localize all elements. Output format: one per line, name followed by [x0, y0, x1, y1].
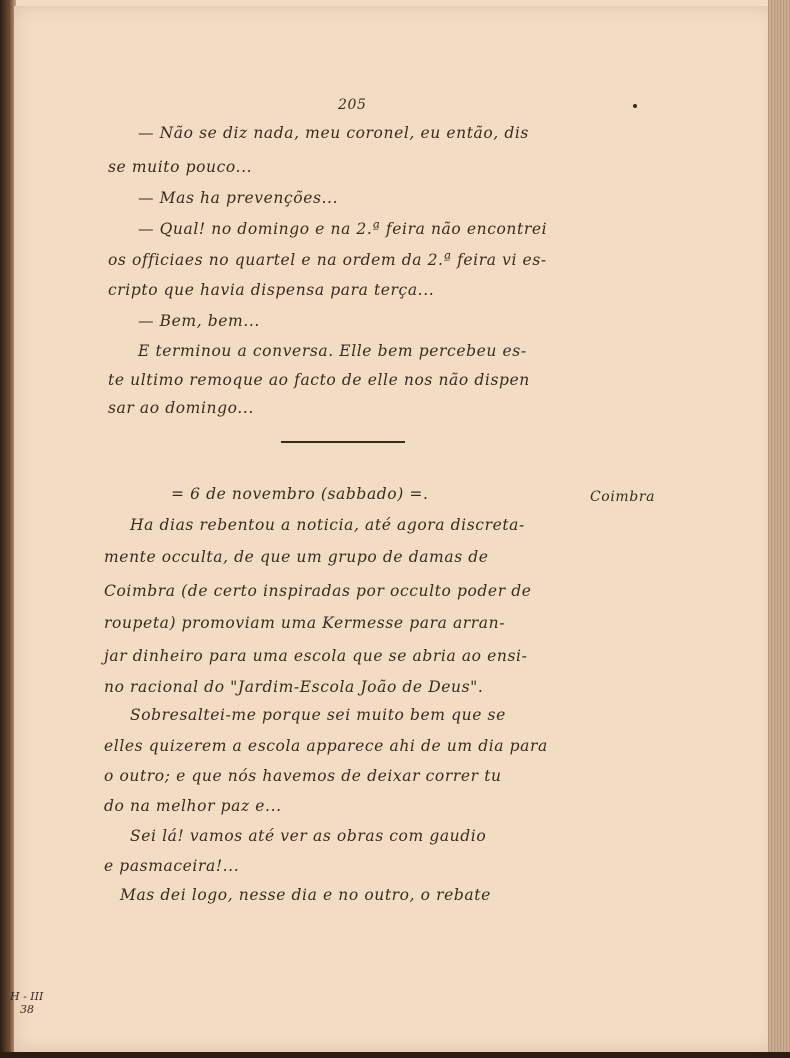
text-line: Mas dei logo, nesse dia e no outro, o rebate — [120, 886, 491, 904]
text-line: — Mas ha prevenções... — [138, 189, 339, 207]
text-line: do na melhor paz e... — [104, 797, 282, 815]
text-line: roupeta) promoviam uma Kermesse para arran- — [104, 614, 506, 632]
text-line: mente occulta, de que um grupo de damas de — [104, 548, 489, 566]
text-line: — Qual! no domingo e na 2.ª feira não encontrei — [138, 220, 548, 238]
text-line: no racional do "Jardim-Escola João de Deus". — [104, 678, 484, 696]
text-line: os officiaes no quartel e na ordem da 2.ª feira vi es- — [108, 251, 547, 269]
text-line: Coimbra (de certo inspiradas por occulto poder de — [104, 582, 532, 600]
section-divider — [281, 441, 405, 443]
text-line: Ha dias rebentou a noticia, até agora discreta- — [130, 516, 525, 534]
text-line: — Bem, bem... — [138, 312, 260, 330]
text-line: Sobresaltei-me porque sei muito bem que se — [130, 706, 506, 724]
bottom-edge — [0, 1052, 790, 1058]
text-line: e pasmaceira!... — [104, 857, 240, 875]
entry-heading: = 6 de novembro (sabbado) =. — [171, 485, 429, 503]
archive-reference: H - III — [10, 990, 44, 1003]
text-line: te ultimo remoque ao facto de elle nos não dispen — [108, 371, 530, 389]
margin-note: Coimbra — [590, 489, 656, 505]
text-line: Sei lá! vamos até ver as obras com gaudio — [130, 827, 487, 845]
text-line: sar ao domingo... — [108, 399, 254, 417]
text-line: — Não se diz nada, meu coronel, eu então, dis — [138, 124, 529, 142]
text-line: o outro; e que nós havemos de deixar correr tu — [104, 767, 502, 785]
text-line: cripto que havia dispensa para terça... — [108, 281, 435, 299]
text-line: se muito pouco... — [108, 158, 253, 176]
text-line: elles quizerem a escola apparece ahi de um dia para — [104, 737, 548, 755]
text-line: jar dinheiro para uma escola que se abria ao ensi- — [104, 647, 528, 665]
text-line: E terminou a conversa. Elle bem percebeu es- — [138, 342, 527, 360]
ink-dot — [633, 104, 637, 108]
page-edges — [768, 0, 790, 1058]
archive-reference-number: 38 — [20, 1003, 34, 1016]
page-number: 205 — [338, 97, 367, 113]
